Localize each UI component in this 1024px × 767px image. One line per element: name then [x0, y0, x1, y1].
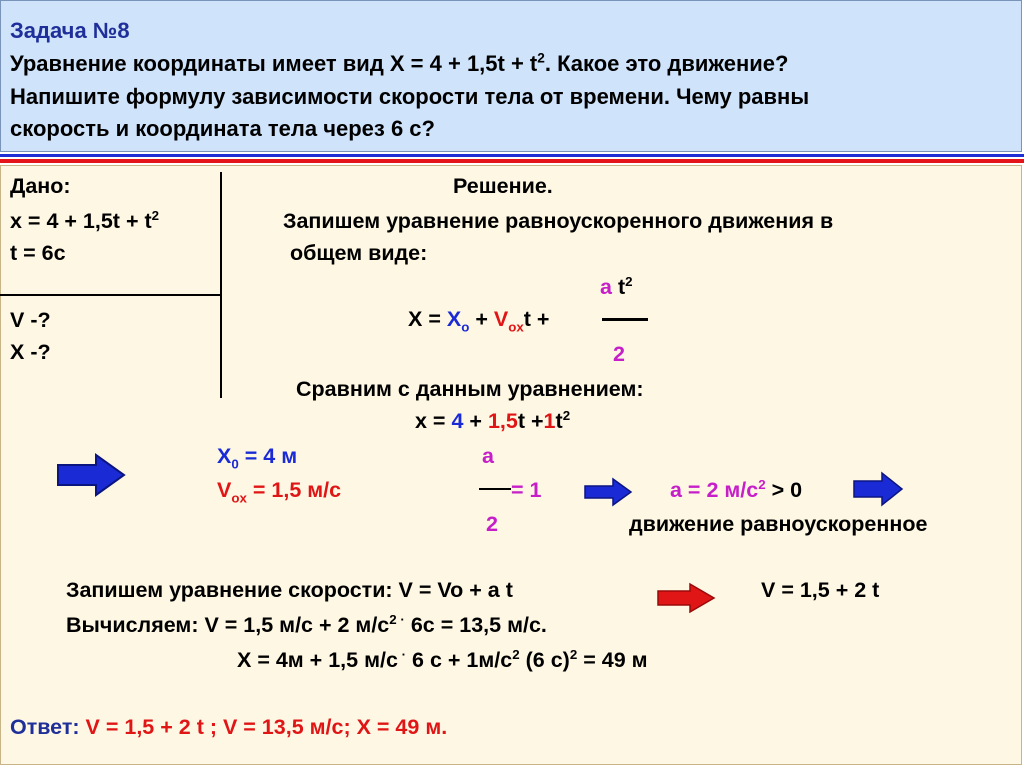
arrow-right-icon-red	[656, 582, 716, 614]
given-horizontal-rule	[0, 294, 221, 296]
initial-velocity: $V_{ox} = 1,5$ м/с	[217, 478, 342, 506]
general-equation-intro-2: общем виде:	[290, 241, 428, 265]
solution-label: Решение.	[453, 174, 553, 198]
solution-panel	[0, 165, 1022, 765]
accel-fraction-numerator: a	[482, 444, 494, 468]
compare-label: Сравним с данным уравнением:	[296, 377, 644, 401]
compare-equation: $x = 4 + 1,5t +1t^2$	[415, 407, 571, 433]
general-equation-intro-1: Запишем уравнение равноускоренного движения в	[283, 209, 834, 233]
velocity-equation-label: Запишем уравнение скорости: V = Vo + a t	[66, 578, 513, 602]
given-label: Дано:	[10, 174, 71, 198]
divider-red	[0, 159, 1024, 163]
general-fraction-denominator: 2	[613, 342, 625, 366]
given-vertical-rule	[220, 172, 222, 398]
general-equation: $X = X_o + V_{ox}t$ +	[408, 307, 550, 335]
velocity-equation-result: V = 1,5 + 2 t	[761, 578, 880, 602]
find-coordinate: X -?	[10, 340, 51, 364]
coordinate-calculation: X = 4м + 1,5 м/с · 6 $с + 1м/с^2$ (6 с)$^2$ = 49 м	[237, 646, 648, 672]
general-fraction-bar	[602, 318, 648, 321]
task-text-line-3: скорость и координата тела через 6 с?	[10, 116, 435, 141]
task-text-line-1: Уравнение координаты имеет вид $X = 4 + 1,5t + t^2$. Какое это движение?	[10, 50, 789, 76]
given-time: t = 6c	[10, 241, 66, 265]
arrow-right-icon-blue	[852, 471, 904, 507]
given-equation: $x = 4 + 1,5t + t^2$	[10, 207, 160, 233]
general-fraction-numerator: a $t^2$	[600, 273, 633, 299]
task-title: Задача №8	[10, 18, 130, 43]
task-text-line-2: Напишите формулу зависимости скорости тела от времени. Чему равны	[10, 84, 810, 109]
initial-coordinate: $X_0 = 4$ м	[217, 444, 298, 472]
motion-type: движение равноускоренное	[629, 512, 928, 536]
arrow-right-icon-blue	[56, 453, 126, 497]
acceleration-result: a = 2 $м/c^2 > 0$	[670, 476, 803, 502]
accel-fraction-denominator: 2	[486, 512, 498, 536]
accel-fraction-equals: = 1	[511, 478, 542, 502]
accel-fraction-bar	[479, 488, 511, 490]
answer: Ответ: V = 1,5 + 2 t ; V = 13,5 м/с; X = 49 м.	[10, 715, 448, 739]
velocity-calculation: Вычисляем: V = 1,5 м/с + 2 $м/с^2$ · 6с = 13,5 м/с.	[66, 611, 547, 637]
find-velocity: V -?	[10, 308, 51, 332]
arrow-right-icon-blue	[583, 477, 633, 507]
